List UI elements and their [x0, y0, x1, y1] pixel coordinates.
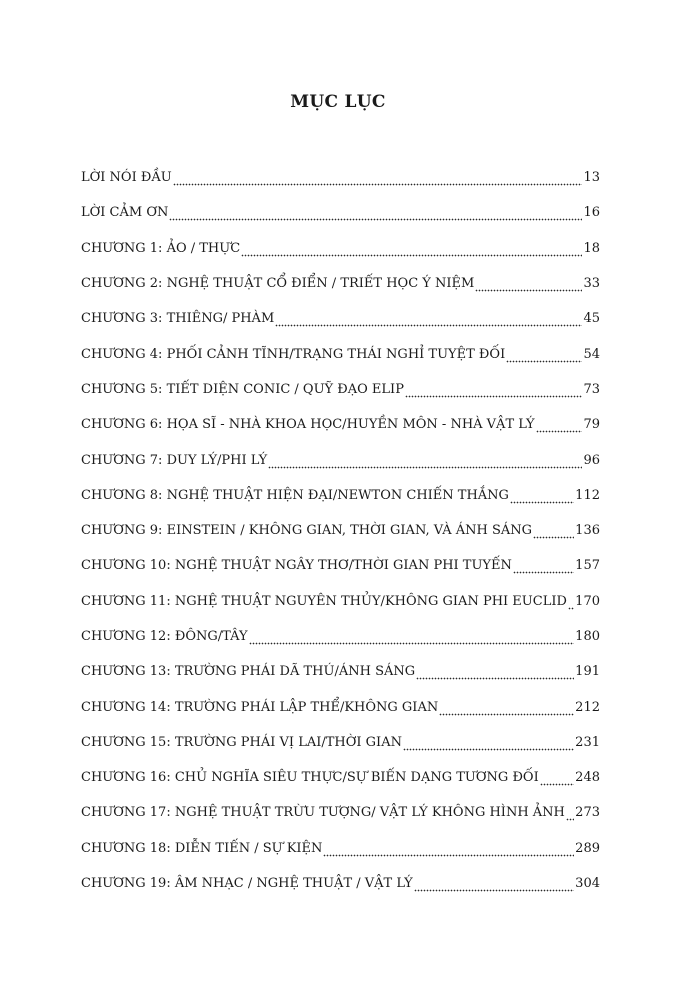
toc-entry-label: LỜI CẢM ƠN: [81, 205, 169, 221]
toc-entry: [81, 584, 600, 619]
dot-leader: [568, 597, 574, 610]
toc-entry: [81, 266, 600, 301]
toc-entry: [81, 407, 600, 442]
toc-entry-page-number: 112: [575, 487, 600, 503]
toc-entry: [81, 866, 600, 901]
toc-entry-page-number: 289: [575, 840, 600, 856]
toc-entry-page-number: 157: [575, 558, 600, 574]
toc-entry-page-number: 54: [583, 346, 600, 362]
toc-entry-label: LỜI NÓI ĐẦU: [81, 170, 172, 186]
toc-entry-page-number: 212: [575, 699, 600, 715]
dot-leader: [513, 561, 574, 574]
dot-leader: [249, 632, 575, 645]
toc-entry-page-number: 180: [575, 629, 600, 644]
toc-entry-label: CHƯƠNG 16: CHỦ NGHĨA SIÊU THỰC/SỰ BIẾN DẠNG TƯƠNG ĐỐI: [81, 770, 539, 786]
toc-entry-label: CHƯƠNG 4: PHỐI CẢNH TĨNH/TRẠNG THÁI NGHỈ TUYỆT ĐỐI: [81, 346, 506, 362]
toc-entry-label: CHƯƠNG 17: NGHỆ THUẬT TRỪU TƯỢNG/ VẬT LÝ KHÔNG HÌNH ẢNH: [81, 805, 565, 821]
toc-entry: [81, 478, 600, 513]
toc-entry-page-number: 79: [583, 417, 600, 433]
toc-entry-label: CHƯƠNG 8: NGHỆ THUẬT HIỆN ĐẠI/NEWTON CHIẾN THẮNG: [81, 487, 509, 503]
toc-entry-label: CHƯƠNG 7: DUY LÝ/PHI LÝ: [81, 452, 268, 468]
toc-entry-label: CHƯƠNG 1: ẢO / THỰC: [81, 240, 241, 256]
toc-entry: [81, 689, 600, 724]
dot-leader: [275, 314, 582, 327]
toc-entry: [81, 513, 600, 548]
dot-leader: [416, 667, 574, 680]
toc-entry: [81, 795, 600, 830]
toc-entry: [81, 336, 600, 371]
toc-entry: [81, 831, 600, 866]
toc-entry-page-number: 73: [583, 381, 600, 397]
dot-leader: [241, 244, 582, 257]
dot-leader: [566, 808, 574, 821]
toc-entry: [81, 654, 600, 689]
toc-entry: [81, 442, 600, 477]
toc-entry: [81, 619, 600, 654]
toc-entry-page-number: 136: [575, 523, 600, 539]
toc-entry-label: CHƯƠNG 10: NGHỆ THUẬT NGÂY THƠ/THỜI GIAN PHI TUYẾN: [81, 558, 512, 574]
toc-entry-page-number: 16: [583, 205, 600, 221]
toc-entry-page-number: 45: [583, 311, 600, 327]
toc-entry-label: CHƯƠNG 12: ĐÔNG/TÂY: [81, 629, 248, 644]
toc-entry-page-number: 191: [575, 664, 600, 680]
toc-entry: [81, 372, 600, 407]
toc-entry-page-number: 18: [583, 240, 600, 256]
toc-entry-page-number: 248: [575, 770, 600, 786]
toc-entry-label: CHƯƠNG 13: TRƯỜNG PHÁI DÃ THÚ/ÁNH SÁNG: [81, 664, 416, 680]
toc-entry-label: CHƯƠNG 5: TIẾT DIỆN CONIC / QUỸ ĐẠO ELIP: [81, 381, 404, 397]
toc-entry: [81, 195, 600, 230]
dot-leader: [323, 844, 574, 857]
toc-entry-label: CHƯƠNG 18: DIỄN TIẾN / SỰ KIỆN: [81, 840, 323, 856]
toc-entry-label: CHƯƠNG 14: TRƯỜNG PHÁI LẬP THỂ/KHÔNG GIAN: [81, 699, 439, 715]
dot-leader: [169, 208, 582, 221]
toc-entry-page-number: 33: [583, 276, 600, 292]
toc-entry: [81, 160, 600, 195]
dot-leader: [173, 173, 583, 186]
dot-leader: [268, 456, 582, 469]
table-of-contents: [81, 160, 600, 901]
toc-entry-label: CHƯƠNG 3: THIÊNG/ PHÀM: [81, 311, 275, 327]
dot-leader: [540, 773, 574, 786]
toc-entry-page-number: 96: [583, 452, 600, 468]
dot-leader: [414, 879, 574, 892]
dot-leader: [475, 279, 582, 292]
toc-entry-label: CHƯƠNG 11: NGHỆ THUẬT NGUYÊN THỦY/KHÔNG GIAN PHI EUCLID: [81, 593, 567, 609]
toc-entry-page-number: 170: [575, 593, 600, 609]
toc-entry-label: CHƯƠNG 19: ÂM NHẠC / NGHỆ THUẬT / VẬT LÝ: [81, 876, 413, 892]
dot-leader: [536, 420, 583, 433]
toc-entry-label: CHƯƠNG 15: TRƯỜNG PHÁI VỊ LAI/THỜI GIAN: [81, 734, 402, 750]
dot-leader: [405, 385, 583, 398]
dot-leader: [533, 526, 574, 539]
toc-entry-label: CHƯƠNG 6: HỌA SĨ - NHÀ KHOA HỌC/HUYỀN MÔN - NHÀ VẬT LÝ: [81, 417, 535, 433]
toc-entry-page-number: 231: [575, 734, 600, 750]
toc-entry-page-number: 13: [583, 170, 600, 186]
toc-entry: [81, 548, 600, 583]
toc-entry: [81, 231, 600, 266]
toc-entry: [81, 725, 600, 760]
toc-entry: [81, 301, 600, 336]
dot-leader: [403, 738, 574, 751]
toc-entry: [81, 760, 600, 795]
toc-entry-label: CHƯƠNG 2: NGHỆ THUẬT CỔ ĐIỂN / TRIẾT HỌC Ý NIỆM: [81, 276, 475, 292]
page-title: MỤC LỤC: [290, 92, 386, 112]
dot-leader: [439, 703, 574, 716]
toc-entry-page-number: 273: [575, 805, 600, 821]
dot-leader: [510, 491, 574, 504]
toc-entry-page-number: 304: [575, 876, 600, 892]
dot-leader: [506, 350, 582, 363]
toc-entry-label: CHƯƠNG 9: EINSTEIN / KHÔNG GIAN, THỜI GIAN, VÀ ÁNH SÁNG: [81, 523, 533, 539]
